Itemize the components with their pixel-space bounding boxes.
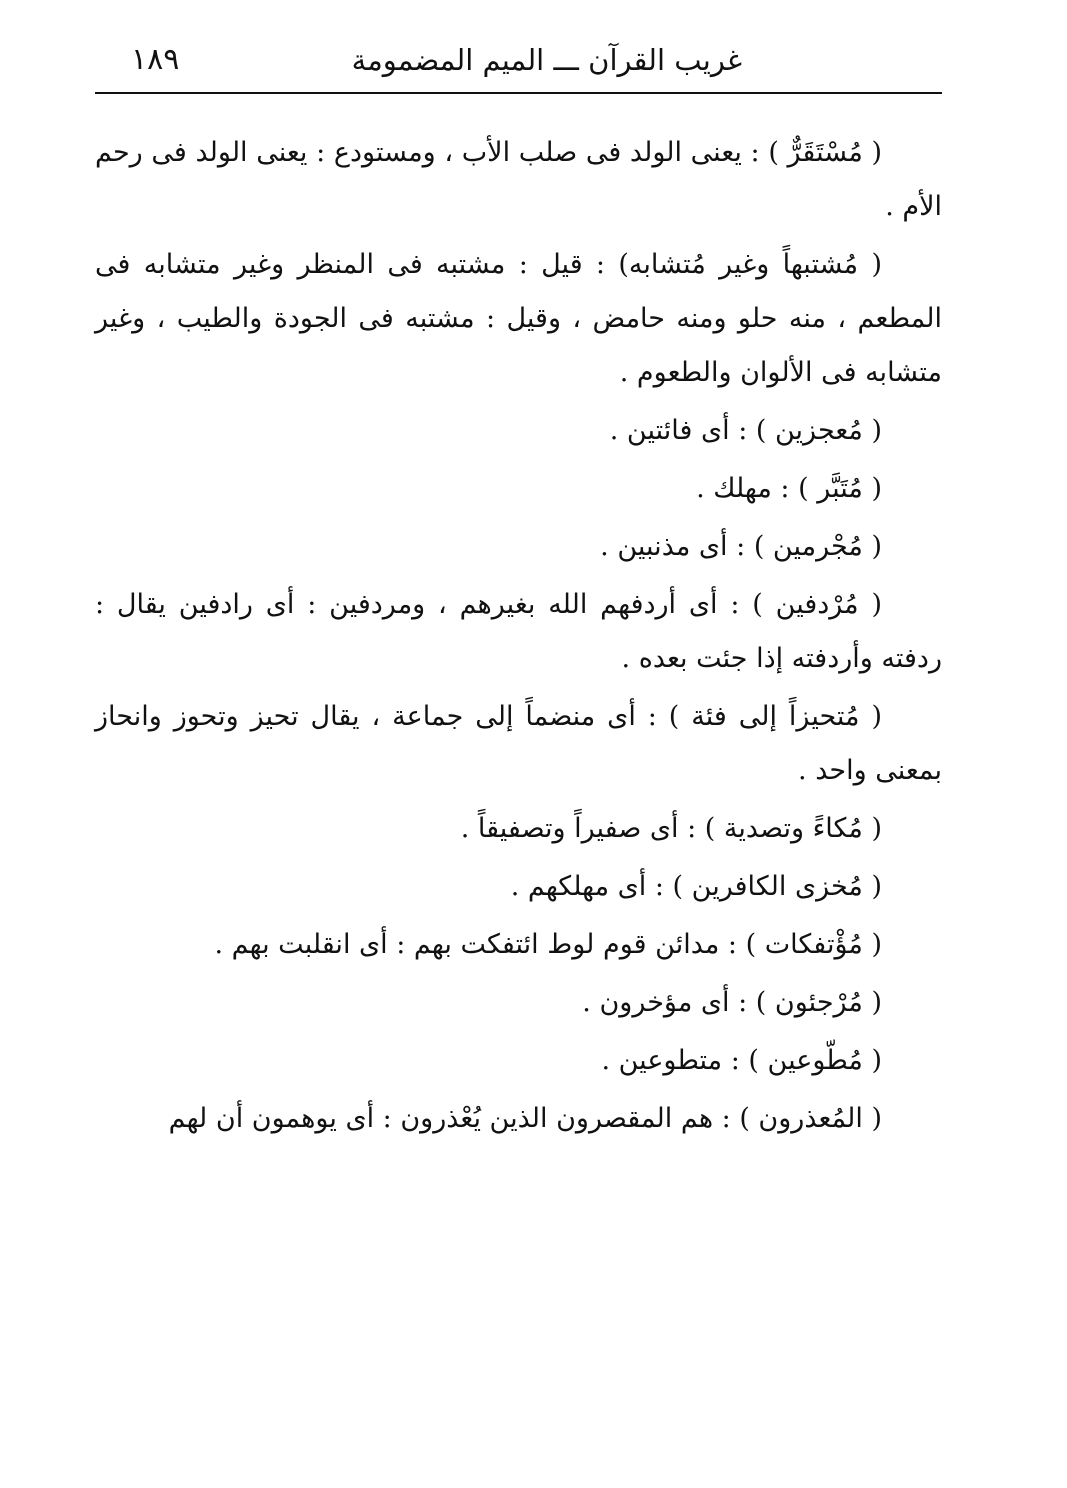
entry-mujizin: ( مُعجزين ) : أى فائتين . xyxy=(609,415,882,446)
dictionary-entries xyxy=(95,126,942,1150)
entry-murdifin: ( مُرْدفين ) : أى أردفهم الله بغيرهم ، ومردفين : أى رادفين يقال : ردفته وأردفته إذا جئت بعده . xyxy=(95,589,942,674)
page-header xyxy=(95,28,942,88)
entry-murjaun: ( مُرْجئون ) : أى مؤخرون . xyxy=(582,987,882,1018)
header-rule xyxy=(95,92,942,94)
entry-mustaqarr: ( مُسْتَقَرٌّ ) : يعنى الولد فى صلب الأب ، ومستودع : يعنى الولد فى رحم الأم . xyxy=(95,137,942,222)
page-number: ١٨٩ xyxy=(131,42,180,77)
entry-mujrimin: ( مُجْرمين ) : أى مذنبين . xyxy=(600,531,882,562)
entry-muttawwiin: ( مُطّوعين ) : متطوعين . xyxy=(601,1045,882,1076)
entry-mutafikat: ( مُؤْتفكات ) : مدائن قوم لوط ائتفكت بهم : أى انقلبت بهم . xyxy=(214,929,882,960)
entry-muadhdhirun: ( المُعذرون ) : هم المقصرون الذين يُعْذرون : أى يوهمون أن لهم xyxy=(168,1103,882,1134)
entry-mukhzi: ( مُخزى الكافرين ) : أى مهلكهم . xyxy=(510,871,882,902)
running-title: غريب القرآن ـــ الميم المضمومة xyxy=(351,43,742,77)
entry-mutabbar: ( مُتَبَّر ) : مهلك . xyxy=(696,473,882,504)
entry-mushtabihan: ( مُشتبهاً وغير مُتشابه) : قيل : مشتبه فى المنظر وغير متشابه فى المطعم ، منه حلو ومنه حامض ، وقيل : مشتبه فى الجودة والطيب ، وغير متشابه فى الألوان والطعوم . xyxy=(95,249,942,388)
entry-mutahayyizan: ( مُتحيزاً إلى فئة ) : أى منضماً إلى جماعة ، يقال تحيز وتحوز وانحاز بمعنى واحد . xyxy=(95,701,942,786)
entry-mukaan: ( مُكاءً وتصدية ) : أى صفيراً وتصفيقاً . xyxy=(460,813,882,844)
